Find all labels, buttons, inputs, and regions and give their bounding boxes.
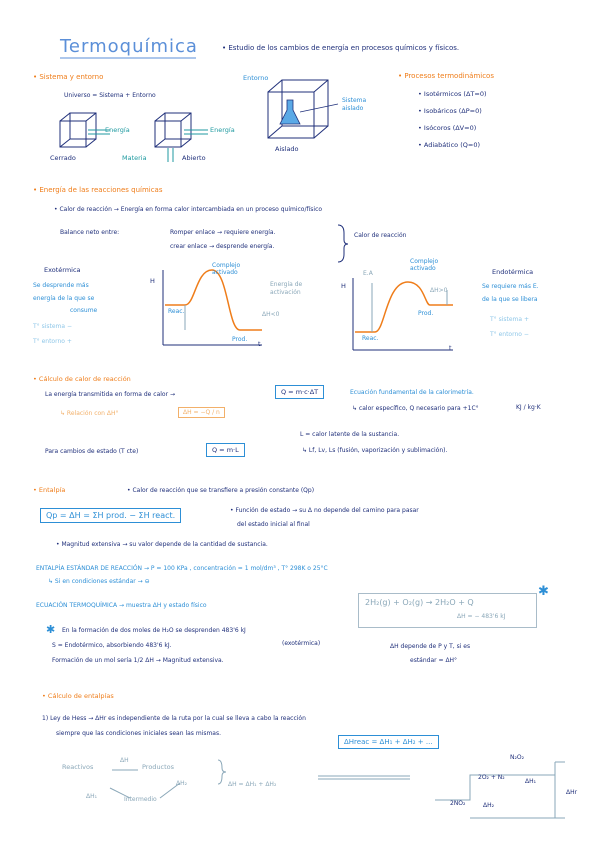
dhr-label: ΔHr [566,789,578,796]
complejo-activado-2: Complejo activado [410,258,439,272]
star-icon: ✱ [538,584,549,599]
endotermica-title: Endotérmica [492,268,534,276]
q-formula-box: Q = m·c·ΔT [275,385,324,399]
energia-label-1: Energía [105,126,130,134]
calor-reaccion-def: • Calor de reacción → Energía en forma calor intercambiada en un proceso químico/físico [54,206,323,213]
relacion-dh: ↳ Relación con ΔH° [60,410,119,417]
ecuacion-box-line2: ΔH = − 483'6 kJ [457,613,506,620]
ql-formula-box: Q = m·L [206,443,245,457]
nota-endotermico: S = Endotérmico, absorbiendo 483'6 kJ. [52,642,172,649]
star-icon-2: ✱ [46,623,56,636]
section-heading-sistema: • Sistema y entorno [33,73,104,81]
nota-dh-depende: ΔH depende de P y T, si es [390,643,471,650]
section-heading-entalpia: • Entalpía [33,486,66,494]
section-heading-procesos: • Procesos termodinámicos [398,72,494,80]
universo-eq: Universo = Sistema + Entorno [64,92,156,99]
proceso-item-1: • Isobáricos (ΔP=0) [418,107,482,115]
endo-t-0: T° sistema + [490,316,529,323]
romper-enlace: Romper enlace → requiere energía. [170,229,276,236]
complejo-activado-1: Complejo activado [212,262,241,276]
entalpia-estandar: ENTALPÍA ESTÁNDAR DE REACCIÓN → P = 100 KPa , concentración = 1 mol/dm³ , T° 298K o 25°C [36,565,328,572]
exo-t-0: T° sistema − [33,323,72,330]
exotermica-title: Exotérmica [44,266,81,274]
energia-activacion: Energía de activación [270,281,303,296]
endo-t-1: T° entorno − [490,331,529,338]
isolated-system-cube-icon [268,80,328,138]
section-heading-calculo-entalpias: • Cálculo de entalpías [42,692,114,700]
exo-reac: Reac. [168,308,185,315]
nota-estandar: estándar = ΔH° [410,657,458,664]
o2n2-label: 2O₂ + N₂ [478,774,505,781]
dh2-label: ΔH₂ [176,780,188,787]
endo-t-axis: t [449,344,452,352]
ecuacion-termoquimica: ECUACIÓN TERMOQUÍMICA → muestra ΔH y estado físico [36,602,207,609]
funcion-estado: • Función de estado → su Δ no depende del camino para pasar [230,507,419,514]
entorno-label: Entorno [243,74,269,82]
endo-reac: Reac. [362,335,379,342]
ley-hess: 1) Ley de Hess → ΔHr es independiente de la ruta por la cual se lleva a cabo la reacción [42,715,306,722]
exo-desc-1: energía de la que se [33,295,95,302]
hess-sum: ΔH = ΔH₁ + ΔH₂ [228,781,277,788]
exo-h-axis: H [150,277,155,285]
nota-formacion: En la formación de dos moles de H₂O se desprenden 483'6 kJ [62,627,246,634]
reactivos-label: Reactivos [62,763,94,771]
endo-desc-1: de la que se libera [482,296,538,303]
materia-label: Materia [122,154,147,162]
ecuacion-box-line1: 2H₂(g) + O₂(g) → 2H₂O + Q [365,598,474,607]
cambios-estado: Para cambios de estado (T cte) [45,448,139,455]
endo-prod: Prod. [418,310,434,317]
calor-latente: L = calor latente de la sustancia. [300,431,400,438]
calor-especifico: ↳ calor específico, Q necesario para +1C° [352,405,479,412]
balance-label: Balance neto entre: [60,229,120,236]
productos-label: Productos [142,763,175,771]
qp-formula-box: Qp = ΔH = ΣH prod. − ΣH react. [40,508,181,523]
flask-icon [280,100,300,124]
intermedio-label: Intermedio [124,796,157,803]
section-heading-energia: • Energía de las reacciones químicas [33,186,163,194]
abierto-label: Abierto [182,154,206,162]
exo-prod: Prod. [232,336,248,343]
dh-formula-box: ΔH = −Q / n [178,407,225,418]
nota-exotermica: (exotérmica) [282,640,321,647]
exo-desc-2: consume [70,307,98,314]
ecuacion-box [358,593,537,628]
entalpia-def: • Calor de reacción que se transfiere a presión constante (Qp) [127,487,315,494]
exo-t-1: T° entorno + [33,338,72,345]
dh-negativo: ΔH<0 [262,311,280,318]
magnitud-extensiva: • Magnitud extensiva → su valor depende de la cantidad de sustancia. [56,541,268,548]
no2-label: 2NO₂ [450,800,466,807]
endo-h-axis: H [341,282,346,290]
ecuacion-fundamental: Ecuación fundamental de la calorimetría. [350,389,474,396]
energia-transmitida: La energía transmitida en forma de calor → [45,391,175,398]
energia-label-2: Energía [210,126,235,134]
condiciones-estandar: ↳ Si en condiciones estándar → ⊖ [48,578,150,585]
ea-label: E.A [363,270,373,277]
hess-formula-box: ΔHreac = ΔH₁ + ΔH₂ + ... [338,735,439,749]
exo-t-axis: t [258,340,261,348]
nota-formacion-mol: Formación de un mol sería 1/2 ΔH → Magnitud extensiva. [52,657,224,664]
ce-units: KJ / kg·K [516,404,541,411]
crear-enlace: crear enlace → desprende energía. [170,243,275,250]
dh-label: ΔH [120,757,129,764]
sistema-aislado-label: Sistema aislado [342,97,367,112]
proceso-item-3: • Adiabático (Q=0) [418,141,480,149]
funcion-estado-2: del estado inicial al final [237,521,310,528]
proceso-item-0: • Isotérmicos (ΔT=0) [418,90,487,98]
n2o2-label: N₂O₂ [510,754,525,761]
ley-hess-2: siempre que las condiciones iniciales sean las mismas. [56,730,222,737]
proceso-item-2: • Isócoros (ΔV=0) [418,124,477,132]
endo-desc-0: Se requiere más E. [482,283,539,290]
subtitle: • Estudio de los cambios de energía en procesos químicos y físicos. [222,44,460,52]
aislado-label: Aislado [275,145,299,153]
page-title: Termoquímica [60,36,198,57]
section-heading-calculo: • Cálculo de calor de reacción [33,375,131,383]
dh1b-label: ΔH₁ [525,778,537,785]
calor-reaccion-label: Calor de reacción [354,232,407,239]
dh-positivo: ΔH>0 [430,287,448,294]
dh2b-label: ΔH₂ [483,802,495,809]
lf-lv-ls: ↳ Lf, Lv, Ls (fusión, vaporización y sublimación). [302,447,448,454]
cerrado-label: Cerrado [50,154,76,162]
dh1-label: ΔH₁ [86,793,98,800]
exo-desc-0: Se desprende más [33,282,89,289]
